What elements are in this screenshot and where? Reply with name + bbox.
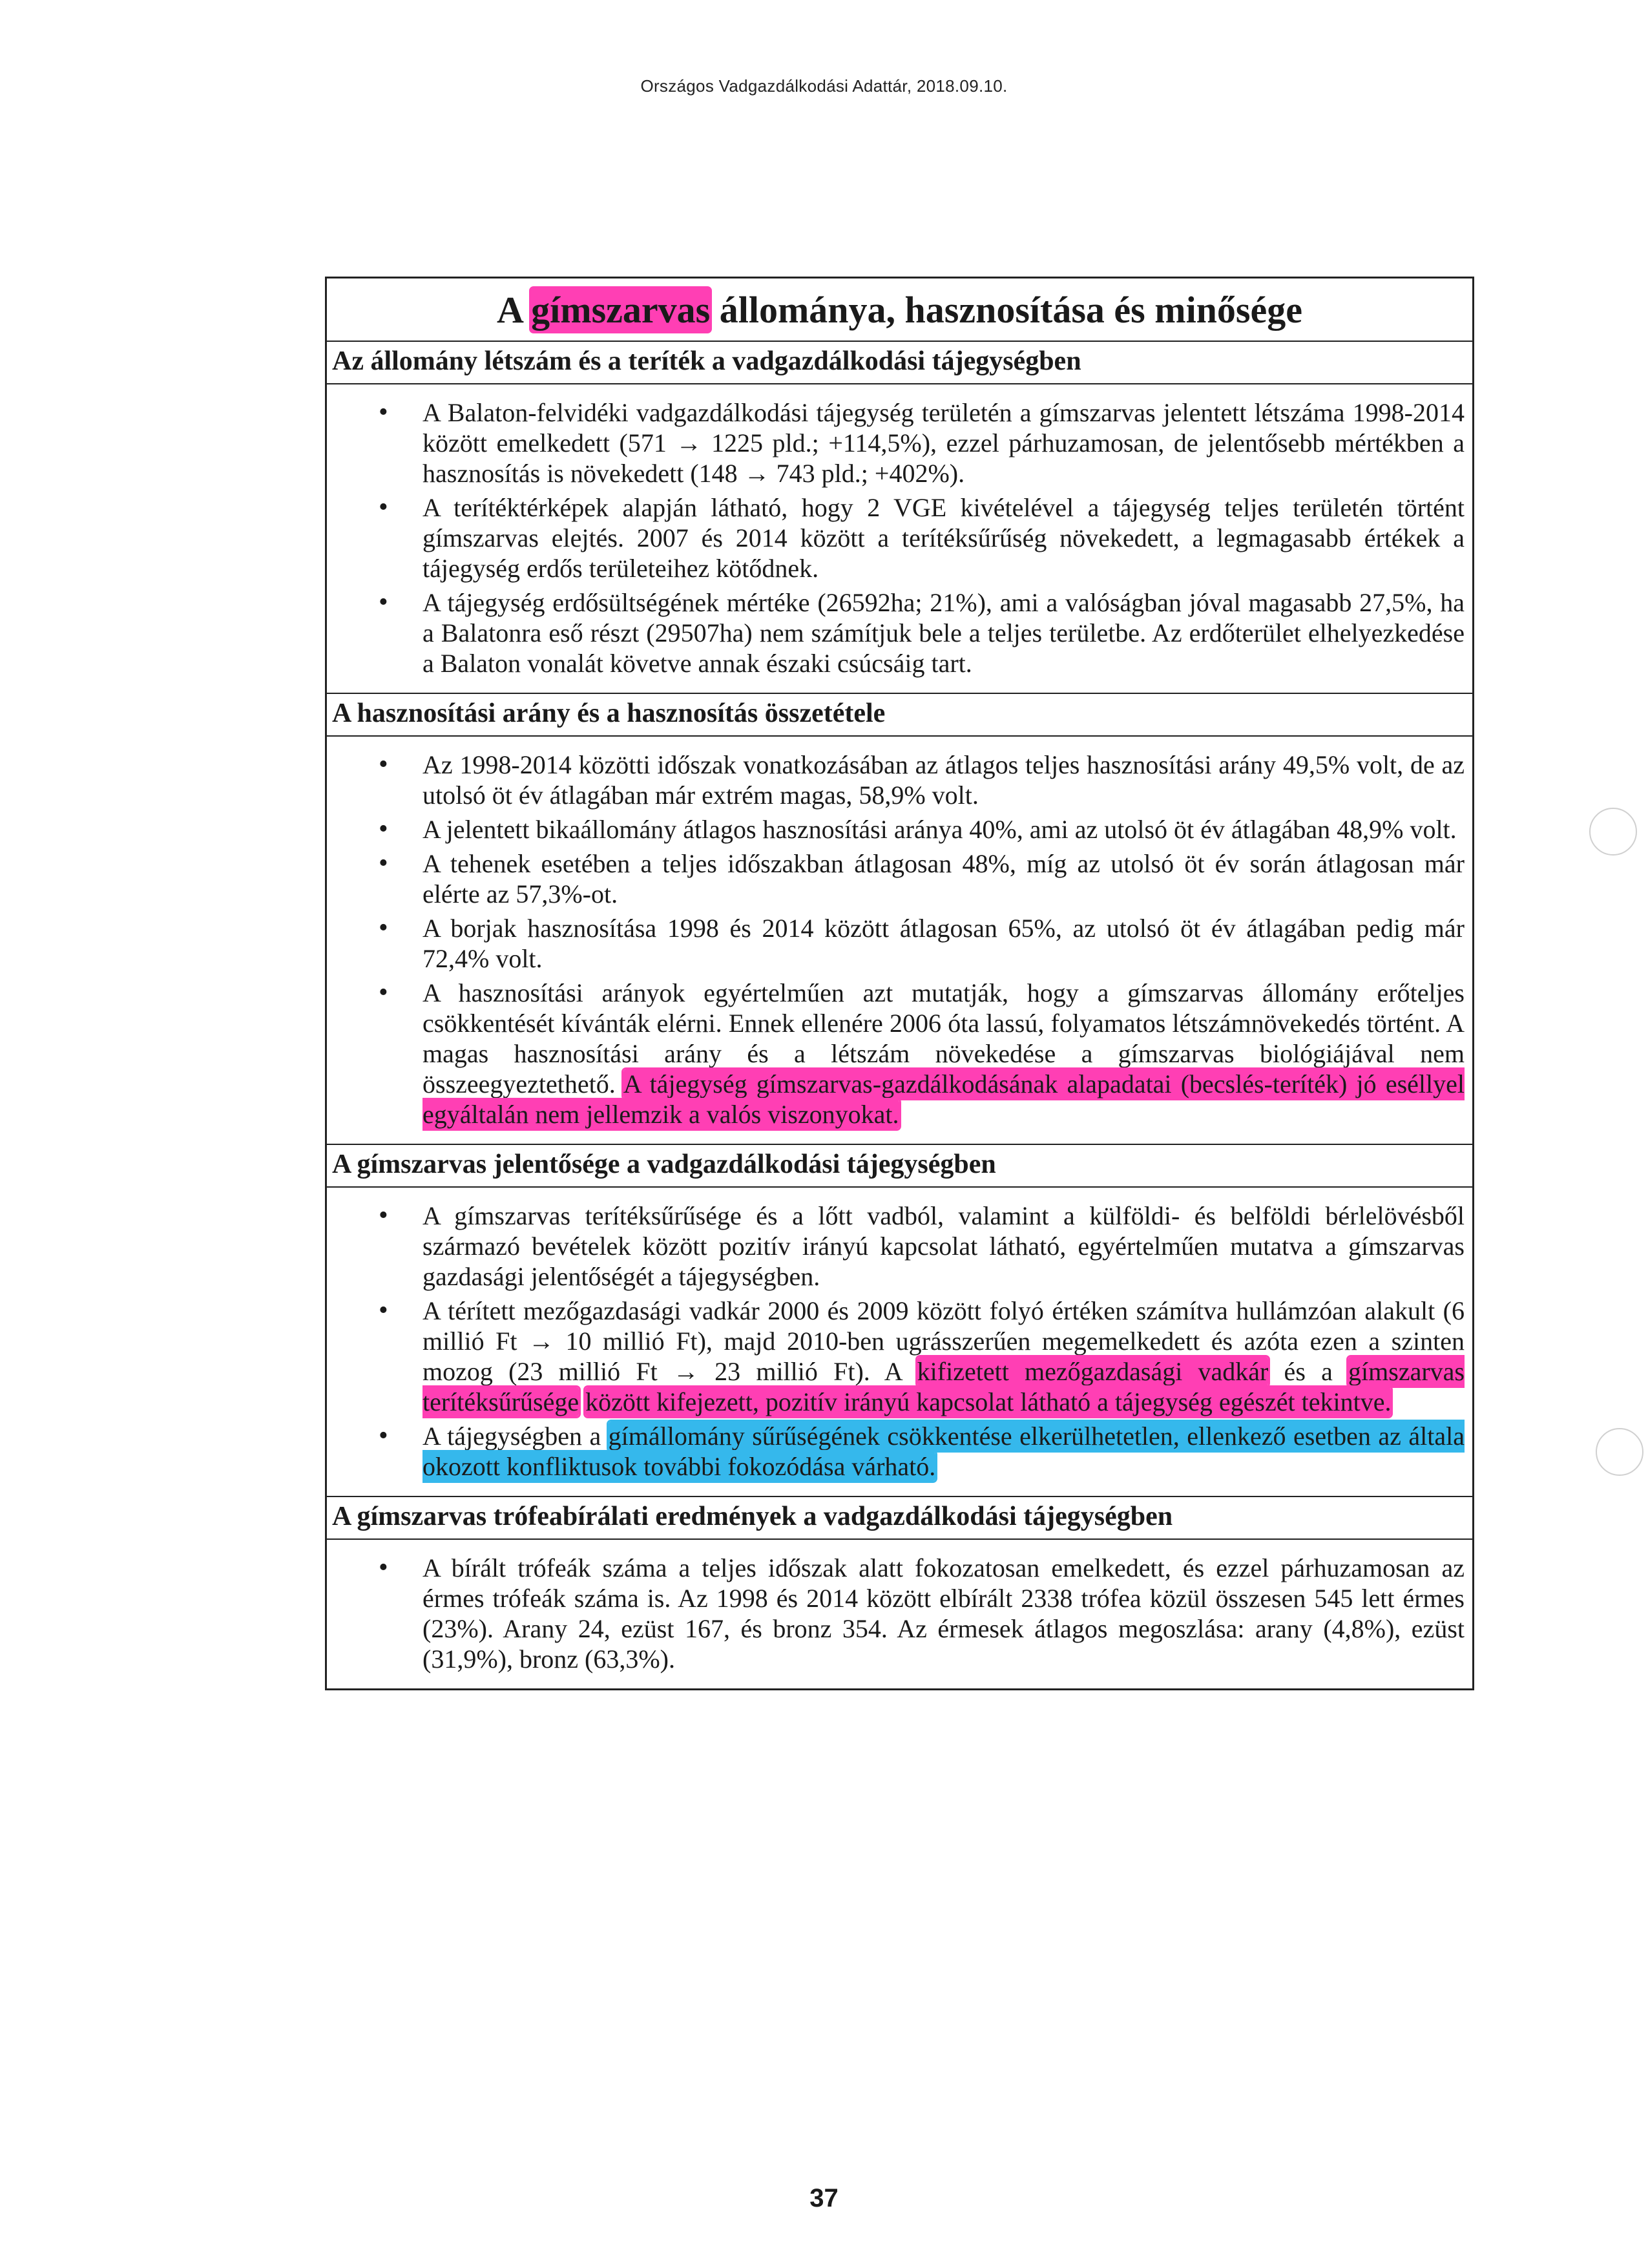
bullet-item xyxy=(327,1296,1465,1417)
bullet-text: A terítéktérképek alapján látható, hogy 2 VGE kivételével a tájegység teljes területén történt gímszarvas elejtés. 2007 és 2014 között a terítéksűrűség növekedett, a legmagasabb értékek a tájegység erdős területeihez kötődnek. xyxy=(422,493,1465,583)
bullet-text: A tájegység erdősültségének mértéke (26592ha; 21%), ami a valóságban jóval magasabb 27,5%, ha a Balatonra eső részt (29507ha) nem számítjuk bele a teljes területbe. Az erdőterület elhelyezkedése a Balaton vonalát követve annak északi csúcsáig tart. xyxy=(422,588,1465,678)
section-body xyxy=(327,737,1472,1145)
highlight-pink: A tájegység gímszarvas-gazdálkodásának alapadatai (becslés-teríték) jó eséllyel egyáltalán nem jellemzik a valós viszonyokat. xyxy=(422,1069,1465,1129)
punch-hole-bottom xyxy=(1596,1428,1643,1476)
bullet-item xyxy=(327,397,1465,488)
bullet-item xyxy=(327,913,1465,974)
highlight-pink: kifizetett mezőgazdasági vadkár xyxy=(917,1357,1269,1386)
title-prefix: A xyxy=(496,288,532,331)
section-heading: A gímszarvas jelentősége a vadgazdálkodási tájegységben xyxy=(327,1145,1472,1188)
bullet-item xyxy=(327,848,1465,909)
bullet-text: A tájegységben a xyxy=(422,1422,609,1451)
page-header: Országos Vadgazdálkodási Adattár, 2018.09.10. xyxy=(640,76,1008,96)
bullet-item xyxy=(327,814,1465,845)
bullet-text: A jelentett bikaállomány átlagos hasznosítási aránya 40%, ami az utolsó öt év átlagában 48,9% volt. xyxy=(422,815,1457,844)
bullet-item xyxy=(327,750,1465,810)
bullet-text: és a xyxy=(1268,1357,1349,1386)
section-heading: Az állomány létszám és a teríték a vadgazdálkodási tájegységben xyxy=(327,342,1472,384)
bullet-list xyxy=(327,750,1465,1129)
bullet-text xyxy=(579,1387,585,1416)
page-number: 37 xyxy=(809,2184,839,2212)
section-heading: A gímszarvas trófeabírálati eredmények a vadgazdálkodási tájegységben xyxy=(327,1497,1472,1540)
sections-container xyxy=(327,342,1472,1688)
bullet-text: A térített mezőgazdasági vadkár 2000 és 2009 között folyó értéken számítva hullámzóan alakult (6 millió Ft → 10 millió Ft), majd 2010-ben ugrásszerűen megemelkedett és azóta ezen a szinten mozog (23 millió Ft → 23 millió Ft). A xyxy=(422,1296,1465,1386)
bullet-item xyxy=(327,1553,1465,1674)
highlight-pink: gímszarvas terítéksűrűsége xyxy=(422,1357,1465,1416)
document-table xyxy=(325,277,1474,1690)
bullet-text: Az 1998-2014 közötti időszak vonatkozásában az átlagos teljes hasznosítási arány 49,5% volt, de az utolsó öt év átlagában már extrém magas, 58,9% volt. xyxy=(422,750,1465,810)
bullet-text: A hasznosítási arányok egyértelműen azt mutatják, hogy a gímszarvas állomány erőteljes csökkentését kívánták elérni. Ennek ellenére 2006 óta lassú, folyamatos létszámnövekedés történt. A magas hasznosítási arány és a létszám növekedése a gímszarvas biológiájával nem összeegyeztethető. xyxy=(422,978,1465,1098)
bullet-list xyxy=(327,1553,1465,1674)
highlight-pink: között kifejezett, pozitív irányú kapcsolat látható a tájegység egészét tekintve. xyxy=(585,1387,1392,1416)
bullet-text: A Balaton-felvidéki vadgazdálkodási tájegység területén a gímszarvas jelentett létszáma 1998-2014 között emelkedett (571 → 1225 pld.; +114,5%), ezzel párhuzamosan, de jelentősebb mértékben a hasznosítás is növekedett (148 → 743 pld.; +402%). xyxy=(422,398,1465,488)
title-suffix: állománya, hasznosítása és minősége xyxy=(710,288,1302,331)
bullet-text: A gímszarvas terítéksűrűsége és a lőtt vadból, valamint a külföldi- és belföldi bérlelövésből származó bevételek között pozitív irányú kapcsolat látható, egyértelműen mutatva a gímszarvas gazdasági jelentőségét a tájegységben. xyxy=(422,1201,1465,1291)
bullet-text: A borjak hasznosítása 1998 és 2014 között átlagosan 65%, az utolsó öt év átlagában pedig már 72,4% volt. xyxy=(422,914,1465,973)
bullet-item xyxy=(327,1421,1465,1482)
bullet-list xyxy=(327,397,1465,678)
highlight-blue: gímállomány sűrűségének csökkentése elkerülhetetlen, ellenkező esetben az általa okozott konfliktusok további fokozódása várható. xyxy=(422,1422,1465,1481)
punch-hole-top xyxy=(1589,808,1637,856)
title-highlight: gímszarvas xyxy=(531,288,711,331)
bullet-item xyxy=(327,492,1465,583)
section-body xyxy=(327,1540,1472,1688)
bullet-text: A bírált trófeák száma a teljes időszak alatt fokozatosan emelkedett, és ezzel párhuzamosan az érmes trófeák száma is. Az 1998 és 2014 között elbírált 2338 trófea közül összesen 545 lett érmes (23%). Arany 24, ezüst 167, és bronz 354. Az érmesek átlagos megoszlása: arany (4,8%), ezüst (31,9%), bronz (63,3%). xyxy=(422,1553,1465,1674)
page-title xyxy=(327,278,1472,342)
bullet-item xyxy=(327,587,1465,678)
bullet-item xyxy=(327,1201,1465,1292)
bullet-list xyxy=(327,1201,1465,1482)
section-body xyxy=(327,384,1472,694)
bullet-text: A tehenek esetében a teljes időszakban átlagosan 48%, míg az utolsó öt év során átlagosan már elérte az 57,3%-ot. xyxy=(422,849,1465,908)
bullet-item xyxy=(327,978,1465,1129)
section-body xyxy=(327,1188,1472,1497)
section-heading: A hasznosítási arány és a hasznosítás összetétele xyxy=(327,694,1472,737)
